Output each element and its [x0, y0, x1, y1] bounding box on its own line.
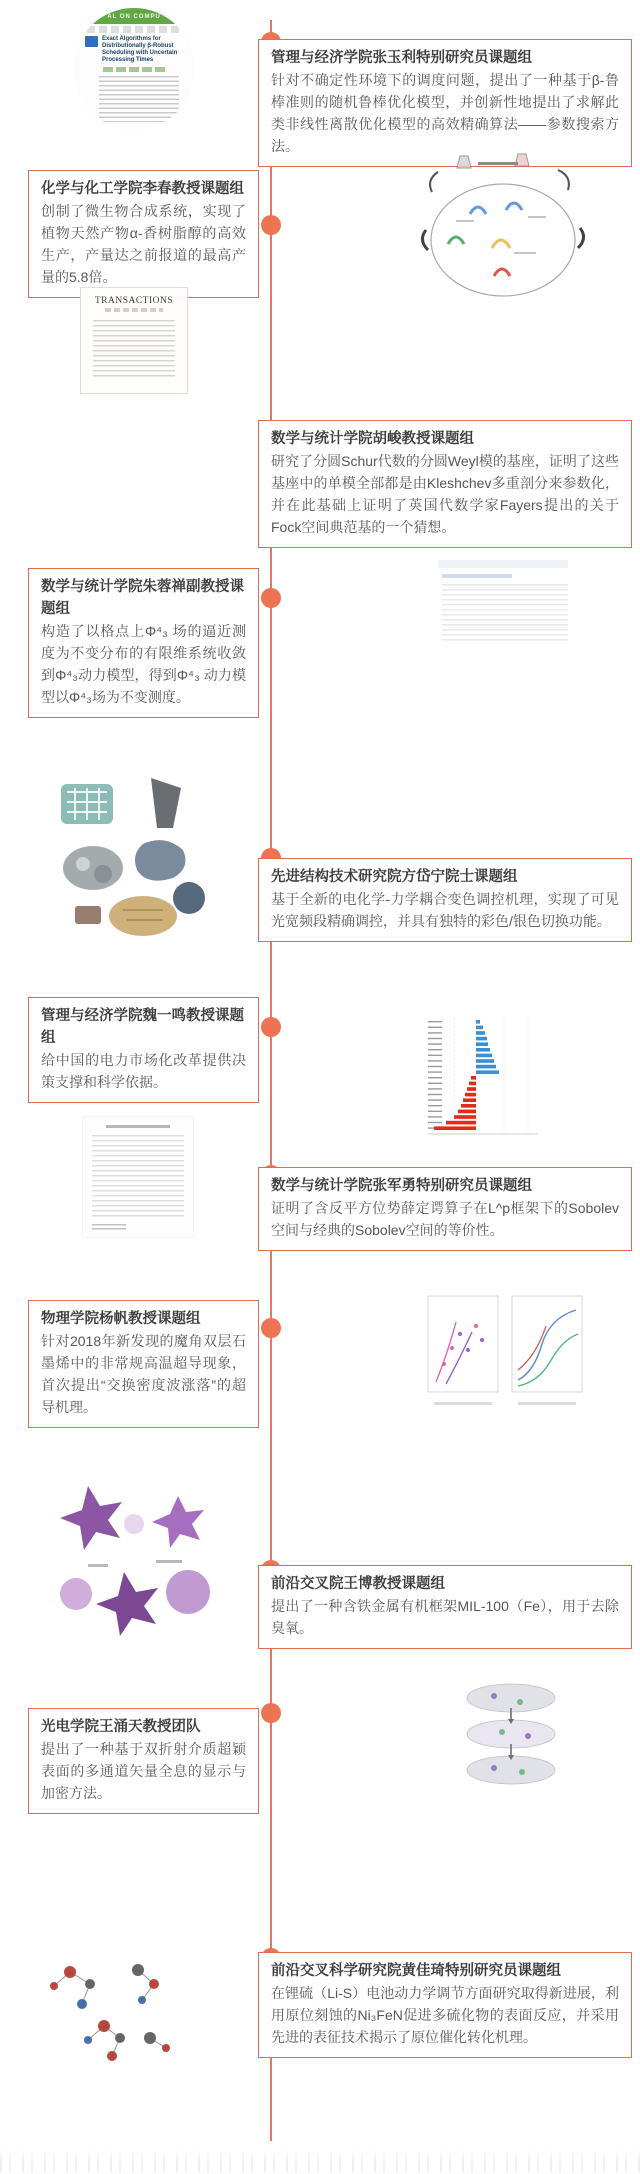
card-title: 前沿交叉院王博教授课题组 [271, 1576, 445, 1592]
card-body: 提出了一种含铁金属有机框架MIL-100（Fe），用于去除臭氧。 [271, 1598, 619, 1636]
metasurface-hologram-figure [436, 1672, 586, 1796]
card-body: 针对不确定性环境下的调度问题，提出了一种基于β-鲁棒准则的随机鲁棒优化模型，并创新性地提出了求解此类非线性离散优化模型的高效精确算法——参数搜索方法。 [271, 72, 619, 154]
document-text-lines [92, 1135, 184, 1219]
biosynthesis-figure [408, 148, 593, 316]
card-title: 管理与经济学院魏一鸣教授课题组 [41, 1008, 244, 1046]
card-body: 研究了分圆Schur代数的分圆Weyl模的基座，证明了这些基座中的单模全部都是由Kleshchev多重剖分来参数化，并在此基础上证明了英国代数学家Fayers提出的关于Fock空间典范基的一个猜想。 [271, 453, 619, 535]
card-title: 数学与统计学院朱蓉禅副教授课题组 [41, 579, 244, 617]
paper-title: Exact Algorithms for Distributionally β-Robust Scheduling with Uncertain Processing Times [102, 36, 178, 63]
card-body: 在锂硫（Li-S）电池动力学调节方面研究取得新进展，利用原位刻蚀的Ni₃FeN促进多硫化物的表面反应，并采用先进的表征技术揭示了原位催化转化机理。 [271, 1985, 619, 2045]
text-lines [442, 584, 568, 644]
research-card [258, 420, 632, 548]
journal-cover-masthead: TRANSACTIONS [94, 296, 174, 306]
card-title: 数学与统计学院张军勇特别研究员课题组 [271, 1178, 532, 1194]
cover-subtitle-lines [105, 308, 163, 312]
card-title: 物理学院杨帆教授课题组 [41, 1311, 201, 1327]
abstract-lines [99, 76, 179, 122]
research-card [258, 1952, 632, 2058]
timeline-dot [261, 1017, 281, 1037]
research-card [28, 170, 259, 298]
page-header-bar [438, 560, 568, 568]
timeline-dot [261, 215, 281, 235]
timeline-dot [261, 588, 281, 608]
card-body: 提出了一种基于双折射介质超颖表面的多通道矢量全息的显示与加密方法。 [41, 1741, 246, 1801]
document-heading-line [106, 1125, 170, 1128]
journal-cover-figure [80, 287, 188, 394]
link-line [442, 574, 512, 578]
card-title: 管理与经济学院张玉利特别研究员课题组 [271, 50, 532, 66]
webpage-screenshot-figure [428, 556, 578, 668]
card-title: 化学与化工学院李春教授课题组 [41, 181, 244, 197]
physics-plots-figure [424, 1290, 592, 1422]
structures-collage-figure [23, 748, 245, 970]
card-title: 数学与统计学院胡峻教授课题组 [271, 431, 474, 447]
research-card [28, 1708, 259, 1814]
microscopy-collage-figure [28, 1452, 240, 1664]
card-title: 先进结构技术研究院方岱宁院士课题组 [271, 869, 518, 885]
research-card [28, 1300, 259, 1428]
author-lines [103, 67, 165, 72]
research-card [258, 858, 632, 942]
card-title: 光电学院王涌天教授团队 [41, 1719, 201, 1735]
card-body: 证明了含反平方位势薛定谔算子在L^p框架下的Sobolev空间与经典的Sobolev空间的等价性。 [271, 1200, 619, 1238]
journal-masthead: AL ON COMPU [73, 8, 195, 24]
card-title: 前沿交叉科学研究院黄佳琦特别研究员课题组 [271, 1963, 561, 1979]
tornado-chart-figure [408, 1012, 568, 1152]
research-card [28, 568, 259, 718]
timeline-dot [261, 1703, 281, 1723]
breadcrumb-lines [87, 26, 181, 33]
document-figure [82, 1116, 194, 1238]
research-card [258, 1167, 632, 1251]
molecular-structure-figure [20, 1926, 196, 2102]
card-body: 给中国的电力市场化改革提供决策支撑和科学依据。 [41, 1052, 246, 1090]
card-body: 基于全新的电化学-力学耦合变色调控机理，实现了可见光宽频段精确调控，并具有独特的彩色/银色切换功能。 [271, 891, 619, 929]
cover-text-lines [93, 320, 175, 378]
research-card [28, 997, 259, 1103]
watermark-strip [0, 2148, 640, 2172]
timeline-line [270, 20, 272, 2141]
card-body: 构造了以格点上Φ⁴₃ 场的逼近测度为不变分布的有限维系统收敛到Φ⁴₃动力模型，得到Φ⁴₃ 动力模型以Φ⁴₃场为不变测度。 [41, 623, 246, 705]
journal-article-figure [73, 8, 195, 130]
card-body: 针对2018年新发现的魔角双层石墨烯中的非常规高温超导现象，首次提出“交换密度波涨落”的超导机理。 [41, 1333, 246, 1415]
signature-block [92, 1224, 126, 1232]
card-body: 创制了微生物合成系统，实现了植物天然产物α-香树脂醇的高效生产，产量达之前报道的最高产量的5.8倍。 [41, 203, 246, 285]
timeline-dot [261, 1318, 281, 1338]
pdf-icon [85, 36, 98, 47]
research-card [258, 1565, 632, 1649]
